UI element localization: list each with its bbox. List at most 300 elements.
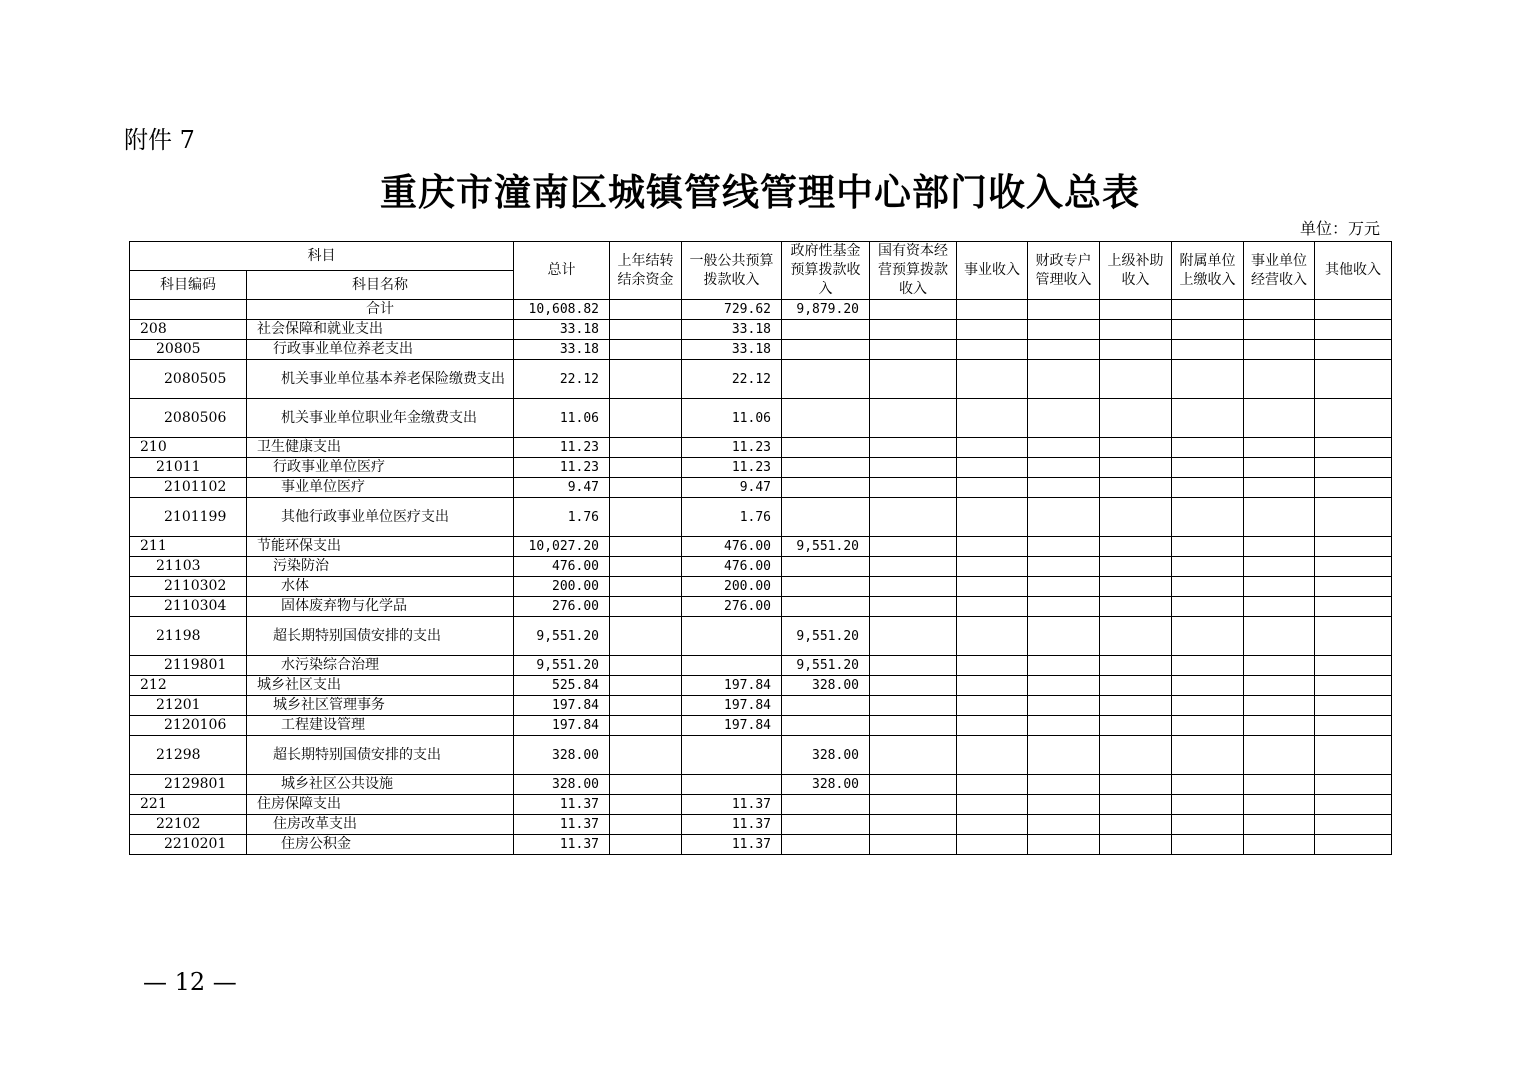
cell-code: 211 [130,537,247,557]
table-row [130,696,1392,716]
cell-empty [870,815,957,835]
cell-empty [1172,716,1244,736]
cell-empty [957,815,1028,835]
cell-empty [870,458,957,478]
page-title: 重庆市潼南区城镇管线管理中心部门收入总表 [380,170,1140,214]
table-row [130,656,1392,676]
cell-total: 33.18 [514,320,610,340]
cell-empty [1172,835,1244,855]
cell-name: 工程建设管理 [247,716,514,736]
header-fund: 政府性基金预算拨款收入 [782,242,870,300]
cell-empty [1100,577,1172,597]
cell-empty [1028,716,1100,736]
cell-empty [1315,815,1392,835]
cell-empty [1244,676,1315,696]
cell-general: 200.00 [682,577,782,597]
cell-carryover [610,795,682,815]
cell-empty [957,736,1028,775]
table-row [130,815,1392,835]
cell-name: 行政事业单位养老支出 [247,340,514,360]
cell-empty [1028,438,1100,458]
cell-code: 21198 [130,617,247,656]
table-row [130,478,1392,498]
header-operating: 事业单位经营收入 [1244,242,1315,300]
cell-total: 9,551.20 [514,656,610,676]
cell-empty [1315,716,1392,736]
cell-empty [1315,656,1392,676]
cell-total: 11.37 [514,795,610,815]
cell-empty [957,696,1028,716]
cell-total: 476.00 [514,557,610,577]
cell-empty [1315,300,1392,320]
cell-general [682,656,782,676]
cell-carryover [610,716,682,736]
cell-total: 33.18 [514,340,610,360]
cell-fund [782,716,870,736]
cell-empty [1244,537,1315,557]
cell-empty [1028,478,1100,498]
cell-total: 10,608.82 [514,300,610,320]
cell-empty [1244,498,1315,537]
cell-empty [1100,320,1172,340]
cell-empty [1028,676,1100,696]
cell-empty [870,676,957,696]
cell-empty [870,736,957,775]
cell-empty [1244,736,1315,775]
cell-empty [870,577,957,597]
cell-empty [870,438,957,458]
cell-name: 事业单位医疗 [247,478,514,498]
cell-total: 276.00 [514,597,610,617]
cell-empty [1100,399,1172,438]
cell-empty [1100,835,1172,855]
cell-empty [1100,696,1172,716]
cell-empty [1028,795,1100,815]
cell-general: 197.84 [682,696,782,716]
cell-code: 22102 [130,815,247,835]
cell-code [130,300,247,320]
cell-name: 固体废弃物与化学品 [247,597,514,617]
cell-empty [957,716,1028,736]
cell-general: 33.18 [682,320,782,340]
cell-total: 9,551.20 [514,617,610,656]
cell-empty [1028,815,1100,835]
cell-name: 机关事业单位职业年金缴费支出 [247,399,514,438]
table-row [130,438,1392,458]
table-row [130,617,1392,656]
cell-fund [782,795,870,815]
cell-empty [870,498,957,537]
cell-empty [1244,597,1315,617]
cell-empty [870,716,957,736]
cell-empty [1315,795,1392,815]
cell-empty [870,617,957,656]
cell-empty [1172,795,1244,815]
cell-general: 11.37 [682,835,782,855]
cell-empty [957,300,1028,320]
table-row [130,537,1392,557]
cell-empty [957,399,1028,438]
cell-empty [1244,320,1315,340]
cell-total: 11.06 [514,399,610,438]
cell-empty [1244,458,1315,478]
cell-empty [1172,458,1244,478]
cell-fund [782,360,870,399]
cell-empty [1172,320,1244,340]
cell-general [682,736,782,775]
cell-total: 197.84 [514,716,610,736]
table-row [130,340,1392,360]
cell-empty [1315,458,1392,478]
attachment-label: 附件 7 [124,126,195,154]
cell-empty [1315,478,1392,498]
cell-empty [1172,656,1244,676]
cell-empty [1100,478,1172,498]
header-special-account: 财政专户管理收入 [1028,242,1100,300]
cell-empty [870,557,957,577]
table-row [130,736,1392,775]
table-row [130,498,1392,537]
cell-empty [1244,360,1315,399]
cell-empty [1244,656,1315,676]
cell-general: 729.62 [682,300,782,320]
table-body [130,300,1392,855]
cell-empty [957,320,1028,340]
cell-general [682,775,782,795]
cell-total: 11.37 [514,835,610,855]
cell-empty [1100,716,1172,736]
cell-empty [957,458,1028,478]
cell-empty [870,775,957,795]
cell-empty [1172,815,1244,835]
cell-total: 197.84 [514,696,610,716]
cell-name: 城乡社区支出 [247,676,514,696]
cell-empty [1028,399,1100,438]
cell-empty [1315,835,1392,855]
cell-empty [1028,696,1100,716]
cell-code: 2080506 [130,399,247,438]
cell-empty [1244,716,1315,736]
cell-fund [782,458,870,478]
header-subsidy: 上级补助收入 [1100,242,1172,300]
cell-empty [1172,537,1244,557]
cell-empty [1172,736,1244,775]
unit-label: 单位：万元 [1299,219,1380,238]
cell-name: 机关事业单位基本养老保险缴费支出 [247,360,514,399]
cell-general: 11.23 [682,438,782,458]
header-total: 总计 [514,242,610,300]
cell-general: 11.06 [682,399,782,438]
cell-empty [870,340,957,360]
cell-empty [1172,696,1244,716]
cell-total: 22.12 [514,360,610,399]
cell-carryover [610,656,682,676]
cell-total: 525.84 [514,676,610,696]
cell-empty [1172,775,1244,795]
cell-name: 卫生健康支出 [247,438,514,458]
cell-empty [1244,775,1315,795]
cell-carryover [610,498,682,537]
cell-empty [1315,597,1392,617]
cell-general: 11.37 [682,795,782,815]
header-state-capital: 国有资本经营预算拨款收入 [870,242,957,300]
cell-empty [1100,557,1172,577]
cell-total: 11.23 [514,458,610,478]
cell-name: 行政事业单位医疗 [247,458,514,478]
cell-code: 2110304 [130,597,247,617]
cell-carryover [610,340,682,360]
cell-empty [870,795,957,815]
table-row [130,716,1392,736]
income-summary-table [129,241,1392,855]
cell-name: 超长期特别国债安排的支出 [247,617,514,656]
cell-empty [870,399,957,438]
cell-empty [1028,537,1100,557]
cell-general [682,617,782,656]
cell-empty [1315,775,1392,795]
cell-code: 2129801 [130,775,247,795]
cell-fund [782,399,870,438]
cell-empty [957,676,1028,696]
cell-code: 21201 [130,696,247,716]
cell-empty [1315,438,1392,458]
cell-fund [782,577,870,597]
cell-empty [1315,537,1392,557]
cell-fund [782,815,870,835]
cell-empty [870,320,957,340]
cell-empty [1100,498,1172,537]
cell-empty [957,577,1028,597]
header-code: 科目编码 [130,271,247,300]
cell-empty [870,537,957,557]
cell-code: 2210201 [130,835,247,855]
cell-empty [1028,775,1100,795]
cell-carryover [610,696,682,716]
cell-fund [782,478,870,498]
cell-name: 住房改革支出 [247,815,514,835]
cell-empty [1172,577,1244,597]
cell-empty [1244,835,1315,855]
cell-general: 197.84 [682,676,782,696]
cell-carryover [610,835,682,855]
cell-empty [957,835,1028,855]
cell-code: 208 [130,320,247,340]
table-row [130,458,1392,478]
cell-fund: 9,551.20 [782,617,870,656]
cell-empty [1315,676,1392,696]
cell-empty [1244,795,1315,815]
cell-empty [957,795,1028,815]
cell-name: 污染防治 [247,557,514,577]
cell-empty [1172,498,1244,537]
cell-general: 9.47 [682,478,782,498]
cell-carryover [610,676,682,696]
table-row [130,577,1392,597]
header-affiliated: 附属单位上缴收入 [1172,242,1244,300]
cell-empty [1172,438,1244,458]
cell-code: 2101199 [130,498,247,537]
cell-total: 9.47 [514,478,610,498]
cell-empty [870,300,957,320]
cell-empty [1244,438,1315,458]
cell-carryover [610,736,682,775]
cell-empty [957,360,1028,399]
cell-carryover [610,557,682,577]
cell-empty [1028,557,1100,577]
cell-empty [1315,399,1392,438]
cell-fund [782,597,870,617]
cell-code: 221 [130,795,247,815]
cell-empty [870,656,957,676]
table-row [130,597,1392,617]
cell-empty [1172,557,1244,577]
cell-empty [957,537,1028,557]
cell-code: 20805 [130,340,247,360]
cell-empty [1172,676,1244,696]
cell-empty [1315,498,1392,537]
cell-empty [1028,300,1100,320]
cell-empty [870,360,957,399]
cell-general: 11.23 [682,458,782,478]
cell-empty [1172,360,1244,399]
cell-carryover [610,458,682,478]
cell-empty [957,656,1028,676]
cell-fund: 9,551.20 [782,656,870,676]
cell-empty [1315,340,1392,360]
cell-carryover [610,617,682,656]
cell-fund [782,340,870,360]
cell-code: 21298 [130,736,247,775]
cell-empty [1028,498,1100,537]
cell-empty [1100,458,1172,478]
cell-name: 社会保障和就业支出 [247,320,514,340]
cell-total: 11.37 [514,815,610,835]
header-subject: 科目 [130,242,514,271]
cell-general: 22.12 [682,360,782,399]
cell-empty [1244,617,1315,656]
cell-carryover [610,399,682,438]
cell-empty [1100,656,1172,676]
cell-empty [1028,617,1100,656]
cell-total: 328.00 [514,775,610,795]
cell-empty [1244,696,1315,716]
cell-empty [1028,360,1100,399]
cell-empty [1315,577,1392,597]
cell-empty [957,775,1028,795]
cell-total: 200.00 [514,577,610,597]
table-row [130,676,1392,696]
cell-empty [1315,736,1392,775]
cell-empty [1100,795,1172,815]
cell-empty [870,835,957,855]
cell-empty [1315,696,1392,716]
cell-empty [1028,320,1100,340]
cell-carryover [610,775,682,795]
cell-carryover [610,438,682,458]
cell-name: 其他行政事业单位医疗支出 [247,498,514,537]
cell-empty [957,597,1028,617]
cell-name: 住房保障支出 [247,795,514,815]
cell-empty [1244,577,1315,597]
header-other: 其他收入 [1315,242,1392,300]
cell-code: 2080505 [130,360,247,399]
header-general: 一般公共预算拨款收入 [682,242,782,300]
cell-fund [782,320,870,340]
cell-empty [1028,835,1100,855]
cell-empty [1244,478,1315,498]
cell-empty [1100,597,1172,617]
cell-empty [870,696,957,716]
cell-code: 210 [130,438,247,458]
cell-total: 1.76 [514,498,610,537]
cell-general: 1.76 [682,498,782,537]
cell-code: 21103 [130,557,247,577]
cell-general: 197.84 [682,716,782,736]
cell-general: 11.37 [682,815,782,835]
cell-empty [957,557,1028,577]
cell-name: 超长期特别国债安排的支出 [247,736,514,775]
cell-empty [1028,656,1100,676]
cell-name: 城乡社区公共设施 [247,775,514,795]
cell-code: 21011 [130,458,247,478]
cell-fund [782,835,870,855]
table-row [130,300,1392,320]
table-row [130,835,1392,855]
cell-fund: 9,879.20 [782,300,870,320]
cell-total: 328.00 [514,736,610,775]
cell-empty [1100,300,1172,320]
cell-empty [1028,577,1100,597]
cell-empty [1100,438,1172,458]
cell-fund: 328.00 [782,676,870,696]
table-row [130,360,1392,399]
cell-empty [1100,617,1172,656]
table-row [130,399,1392,438]
cell-empty [1100,537,1172,557]
table-row [130,795,1392,815]
cell-empty [957,617,1028,656]
cell-empty [870,478,957,498]
cell-code: 2119801 [130,656,247,676]
cell-empty [1172,300,1244,320]
cell-general: 476.00 [682,537,782,557]
cell-total: 10,027.20 [514,537,610,557]
cell-empty [1244,340,1315,360]
cell-empty [1244,815,1315,835]
cell-fund [782,438,870,458]
cell-empty [957,498,1028,537]
cell-fund: 9,551.20 [782,537,870,557]
cell-empty [1315,360,1392,399]
cell-fund [782,498,870,537]
cell-empty [957,438,1028,458]
cell-carryover [610,478,682,498]
cell-general: 276.00 [682,597,782,617]
cell-general: 33.18 [682,340,782,360]
cell-code: 2120106 [130,716,247,736]
cell-empty [1244,557,1315,577]
cell-carryover [610,597,682,617]
cell-empty [1315,557,1392,577]
cell-name: 合计 [247,300,514,320]
cell-empty [1100,676,1172,696]
table-row [130,320,1392,340]
cell-empty [1100,360,1172,399]
cell-name: 水体 [247,577,514,597]
page-number: — 12 — [143,968,237,996]
cell-general: 476.00 [682,557,782,577]
header-business: 事业收入 [957,242,1028,300]
